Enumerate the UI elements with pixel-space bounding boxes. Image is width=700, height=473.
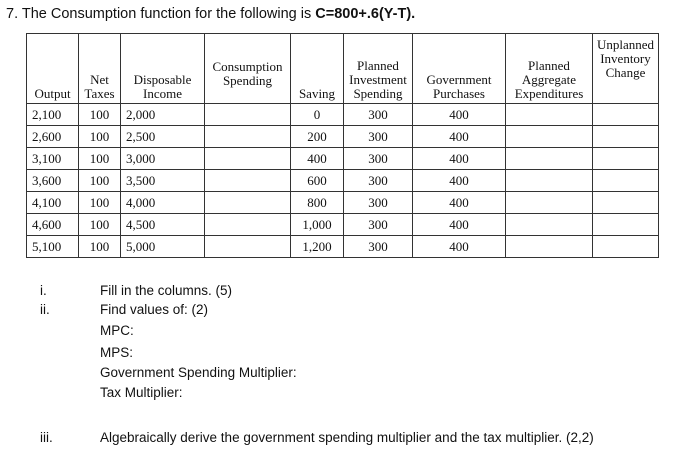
tax-multiplier-label: Tax Multiplier:: [100, 385, 183, 400]
mpc-label: MPC:: [100, 323, 134, 338]
table-row: [27, 170, 659, 192]
cell-consumption-spending: [205, 148, 291, 170]
cell-saving: 0: [291, 104, 344, 126]
cell-net-taxes: 100: [79, 170, 121, 192]
cell-unplanned-inventory-change: [593, 170, 659, 192]
cell-output: 4,100: [27, 192, 79, 214]
title-formula: C=800+.6(Y-T).: [315, 6, 416, 22]
q3-number: iii.: [40, 430, 53, 445]
cell-planned-investment: 300: [344, 170, 413, 192]
q1-number: i.: [40, 283, 47, 298]
cell-disposable-income: 5,000: [121, 236, 205, 258]
cell-saving: 400: [291, 148, 344, 170]
cell-unplanned-inventory-change: [593, 126, 659, 148]
cell-government-purchases: 400: [413, 192, 506, 214]
cell-saving: 800: [291, 192, 344, 214]
cell-saving: 1,000: [291, 214, 344, 236]
cell-unplanned-inventory-change: [593, 236, 659, 258]
cell-output: 5,100: [27, 236, 79, 258]
cell-consumption-spending: [205, 236, 291, 258]
table-row: [27, 126, 659, 148]
cell-output: 2,600: [27, 126, 79, 148]
cell-unplanned-inventory-change: [593, 192, 659, 214]
cell-government-purchases: 400: [413, 126, 506, 148]
cell-disposable-income: 2,000: [121, 104, 205, 126]
cell-net-taxes: 100: [79, 236, 121, 258]
q2-text: Find values of: (2): [100, 302, 209, 317]
consumption-table: [26, 33, 659, 258]
q1-text: Fill in the columns. (5): [100, 283, 233, 298]
cell-net-taxes: 100: [79, 104, 121, 126]
gov-spending-multiplier-label: Government Spending Multiplier:: [100, 365, 297, 380]
cell-planned-investment: 300: [344, 192, 413, 214]
cell-government-purchases: 400: [413, 104, 506, 126]
header-consumption-spending: Consumption Spending: [205, 34, 291, 104]
table-row: [27, 148, 659, 170]
header-planned-investment: Planned Investment Spending: [344, 34, 413, 104]
cell-disposable-income: 4,000: [121, 192, 205, 214]
cell-disposable-income: 4,500: [121, 214, 205, 236]
cell-planned-investment: 300: [344, 126, 413, 148]
cell-unplanned-inventory-change: [593, 104, 659, 126]
q3-text: Algebraically derive the government spending multiplier and the tax multiplier. (2,2): [100, 430, 594, 445]
header-output: Output: [27, 34, 79, 104]
cell-planned-aggregate-expenditures: [506, 192, 593, 214]
header-planned-aggregate-expenditures: Planned Aggregate Expenditures: [506, 34, 593, 104]
mps-label: MPS:: [100, 345, 134, 360]
header-saving: Saving: [291, 34, 344, 104]
table-row: [27, 192, 659, 214]
cell-planned-aggregate-expenditures: [506, 170, 593, 192]
header-disposable-income: Disposable Income: [121, 34, 205, 104]
cell-unplanned-inventory-change: [593, 148, 659, 170]
cell-disposable-income: 3,500: [121, 170, 205, 192]
cell-government-purchases: 400: [413, 148, 506, 170]
table-row: [27, 214, 659, 236]
cell-net-taxes: 100: [79, 148, 121, 170]
cell-planned-investment: 300: [344, 236, 413, 258]
header-government-purchases: Government Purchases: [413, 34, 506, 104]
table-header-row: [27, 34, 659, 104]
cell-unplanned-inventory-change: [593, 214, 659, 236]
table-row: [27, 104, 659, 126]
cell-disposable-income: 3,000: [121, 148, 205, 170]
question-title: [6, 6, 415, 22]
cell-planned-aggregate-expenditures: [506, 104, 593, 126]
cell-output: 2,100: [27, 104, 79, 126]
cell-planned-investment: 300: [344, 104, 413, 126]
cell-planned-investment: 300: [344, 148, 413, 170]
cell-consumption-spending: [205, 192, 291, 214]
cell-planned-aggregate-expenditures: [506, 214, 593, 236]
header-net-taxes: Net Taxes: [79, 34, 121, 104]
cell-planned-aggregate-expenditures: [506, 236, 593, 258]
cell-net-taxes: 100: [79, 126, 121, 148]
cell-consumption-spending: [205, 104, 291, 126]
cell-output: 3,100: [27, 148, 79, 170]
header-unplanned-inventory-change: Unplanned Inventory Change: [593, 34, 659, 104]
q2-number: ii.: [40, 302, 50, 317]
cell-disposable-income: 2,500: [121, 126, 205, 148]
cell-saving: 600: [291, 170, 344, 192]
cell-government-purchases: 400: [413, 170, 506, 192]
cell-saving: 200: [291, 126, 344, 148]
title-prefix: 7. The Consumption function for the following is: [6, 6, 316, 22]
cell-consumption-spending: [205, 170, 291, 192]
cell-net-taxes: 100: [79, 214, 121, 236]
cell-government-purchases: 400: [413, 236, 506, 258]
cell-government-purchases: 400: [413, 214, 506, 236]
cell-planned-aggregate-expenditures: [506, 148, 593, 170]
cell-net-taxes: 100: [79, 192, 121, 214]
cell-planned-aggregate-expenditures: [506, 126, 593, 148]
cell-output: 4,600: [27, 214, 79, 236]
cell-output: 3,600: [27, 170, 79, 192]
cell-consumption-spending: [205, 126, 291, 148]
cell-planned-investment: 300: [344, 214, 413, 236]
cell-saving: 1,200: [291, 236, 344, 258]
cell-consumption-spending: [205, 214, 291, 236]
table-row: [27, 236, 659, 258]
